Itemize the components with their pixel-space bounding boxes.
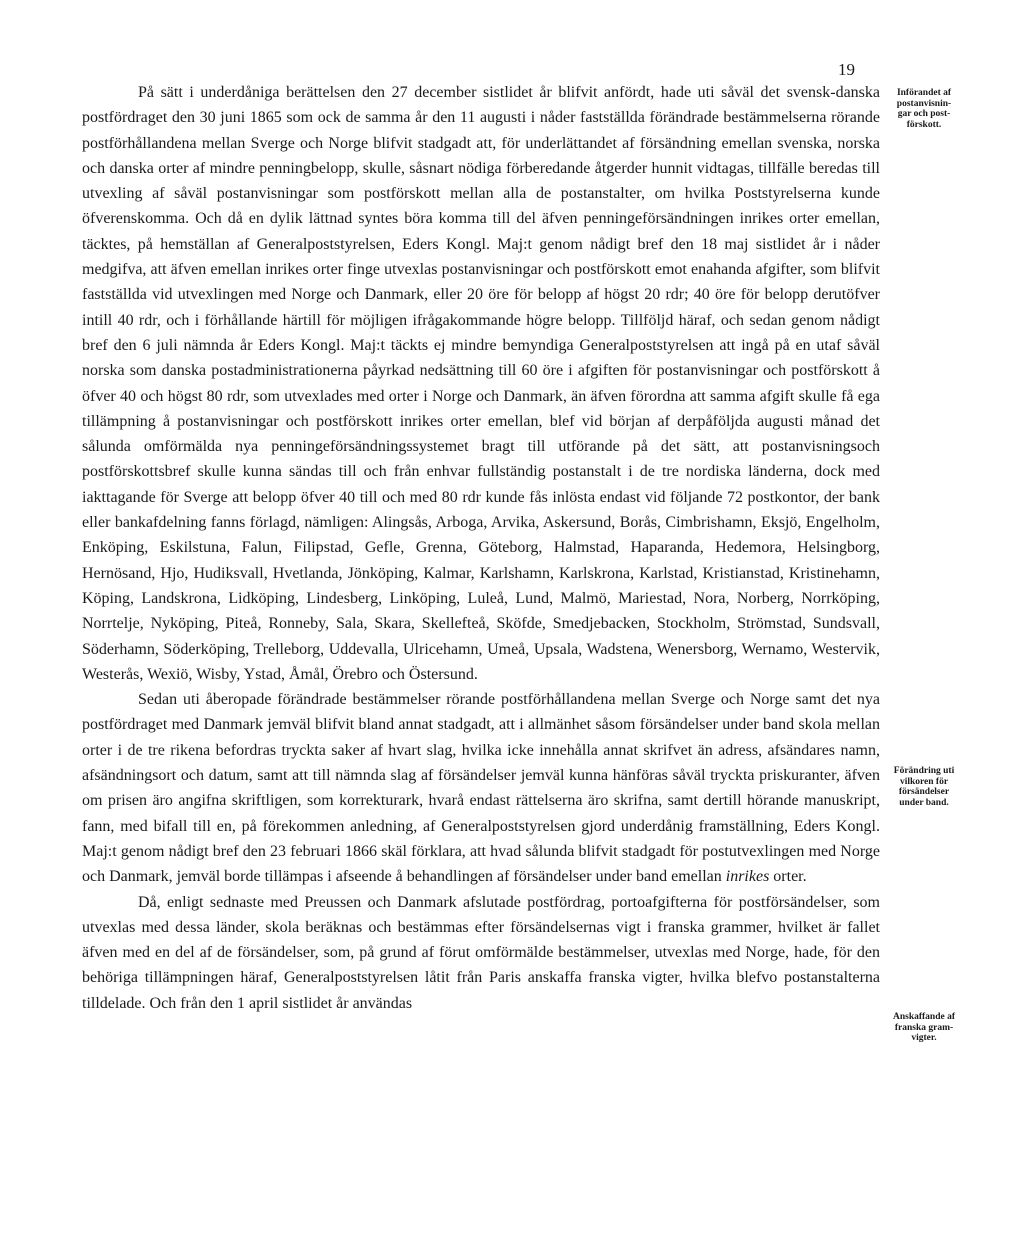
margin-note-band — [884, 766, 964, 808]
paragraph-vigter: Då, enligt sednaste med Preussen och Danmark afslutade postfördrag, portoafgifterna för postförsändelser, som utvexlas med dessa länder, skola beräknas och bestämmas efter försändelsernas vigt i franska grammer, hvilket är fallet äfven med en del af de försändelser, som, på grund af förut omförmälde bestämmelser, utvexlas med Norge, hade, för den behöriga tillämpningen häraf, Generalpoststyrelsen låtit från Paris anskaffa franska vigter, hvilka blefvo postanstalterna tilldelade. Och från den 1 april sistlidet år användas — [82, 893, 880, 1012]
margin-note-line: vilkoren för — [899, 776, 949, 787]
margin-note-line: under band. — [899, 797, 949, 808]
page-number: 19 — [838, 60, 855, 79]
margin-note-line: postanvisnin- — [896, 98, 952, 109]
paragraph-band-end: orter. — [769, 868, 807, 886]
margin-note-line: Anskaffande af — [892, 1012, 956, 1022]
margin-note-line: gar och post- — [897, 109, 951, 119]
paragraph-band — [82, 687, 880, 889]
body-text — [82, 80, 880, 1016]
margin-note-line: försändelser — [898, 787, 950, 797]
paragraph-band-text: Sedan uti åberopade förändrade bestämmelser rörande postförhållandena mellan Sverge och Norge samt det nya postfördraget med Danmark jemväl blifvit bland annat stadgadt, att i allmänhet såsom försändelser under band skola mellan orter i de tre rikena befordras tryckta saker af hvart slag, hvilka icke innehålla annat skrifvet än adress, afsändares namn, afsändningsort och datum, samt att till nämnda slag af försändelser jemväl kunna hänföras såväl tryckta priskuranter, äfven om prisen äro angifna skriftligen, som korrekturark, hvarå endast rättelserna äro skrifna, samt dertill hörande manuskript, fann, med bifall till en, på förekommen anledning, af Generalpoststyrelsen gjord underdånig framställning, Eders Kongl. Maj:t genom nådigt bref den 23 februari 1866 skäl förklara, att hvad sålunda blifvit stadgadt för postutvexlingen med Norge och Danmark, jemväl borde tillämpas i afseende å behandlingen af försändelser under band emellan — [82, 691, 880, 886]
margin-note-postanvisningar — [884, 88, 964, 130]
margin-note-line: vigter. — [911, 1033, 937, 1043]
margin-note-line: Införandet af — [896, 88, 952, 98]
margin-note-vigter — [884, 1012, 964, 1044]
margin-note-line: franska gram- — [894, 1022, 954, 1033]
margin-note-line: förskott. — [906, 119, 942, 130]
margin-note-line: Förändring uti — [893, 766, 955, 776]
paragraph-band-italic: inrikes — [725, 868, 770, 886]
paragraph-postforskott: På sätt i underdåniga berättelsen den 27 december sistlidet år blifvit anfördt, hade uti såväl det svensk-danska postfördraget den 30 juni 1865 som ock de samma år den 11 augusti i nåder fastställda förändrade bestämmelserna rörande postförhållandena mellan Sverge och Norge blifvit stadgadt att, för underlättandet af försändning emellan svenska, norska och danska orter af mindre penningbelopp, skulle, såsnart nödiga förberedande åtgerder hunnit vidtagas, tillfälle beredas till utvexling af såväl postanvisningar som postförskott mellan alla de postanstalter, om hvilka Poststyrelserna kunde öfverenskomma. Och då en dylik lättnad syntes böra komma till del äfven penningeförsändningen inrikes orter emellan, täcktes, på hemställan af Generalpoststyrelsen, Eders Kongl. Maj:t genom nådigt bref den 18 maj sistlidet år i nåder medgifva, att äfven emellan inrikes orter finge utvexlas postanvisningar och postförskott emot enahanda afgifter, som blifvit fastställda vid utvexlingen med Norge och Danmark, eller 20 öre för belopp af högst 20 rdr; 40 öre för belopp derutöfver intill 40 rdr, och i förhållande härtill för möjligen ifrågakommande högre belopp. Tillföljd häraf, och sedan genom nådigt bref den 6 juli nämnda år Eders Kongl. Maj:t täckts ej mindre bemyndiga Generalpoststyrelsen att ingå på en utaf såväl norska som danska postadministrationerna påyrkad nedsättning till 60 öre i afgiften för postanvisningar och postförskott å öfver 40 och högst 80 rdr, som utvexlades med orter i Norge och Danmark, än äfven förordna att samma afgift skulle få ega tillämpning å postanvisningar och postförskott inrikes orter emellan, blef vid början af derpåföljda augusti månad det sålunda omförmälda nya penningeförsändningssystemet bragt till utförande på det sätt, att postanvisningsoch postförskottsbref skulle kunna sändas till och från enhvar fullständig postanstalt i de tre nordiska länderna, dock med iakttagande för Sverge att belopp öfver 40 till och med 80 rdr kunde fås inlösta endast vid följande 72 postkontor, der bank eller bankafdelning fanns förlagd, nämligen: Alingsås, Arboga, Arvika, Askersund, Borås, Cimbrishamn, Eksjö, Engelholm, Enköping, Eskilstuna, Falun, Filipstad, Gefle, Grenna, Göteborg, Halmstad, Haparanda, Hedemora, Helsingborg, Hernösand, Hjo, Hudiksvall, Hvetlanda, Jönköping, Kalmar, Karlshamn, Karlskrona, Karlstad, Kristianstad, Kristinehamn, Köping, Landskrona, Lidköping, Lindesberg, Linköping, Luleå, Lund, Malmö, Mariestad, Nora, Norberg, Norrköping, Norrtelje, Nyköping, Piteå, Ronneby, Sala, Skara, Skellefteå, Sköfde, Smedjebacken, Stockholm, Strömstad, Sundsvall, Söderhamn, Söderköping, Trelleborg, Uddevalla, Ulricehamn, Umeå, Upsala, Wadstena, Wenersborg, Wernamo, Westervik, Westerås, Wexiö, Wisby, Ystad, Åmål, Örebro och Östersund. — [82, 84, 880, 683]
